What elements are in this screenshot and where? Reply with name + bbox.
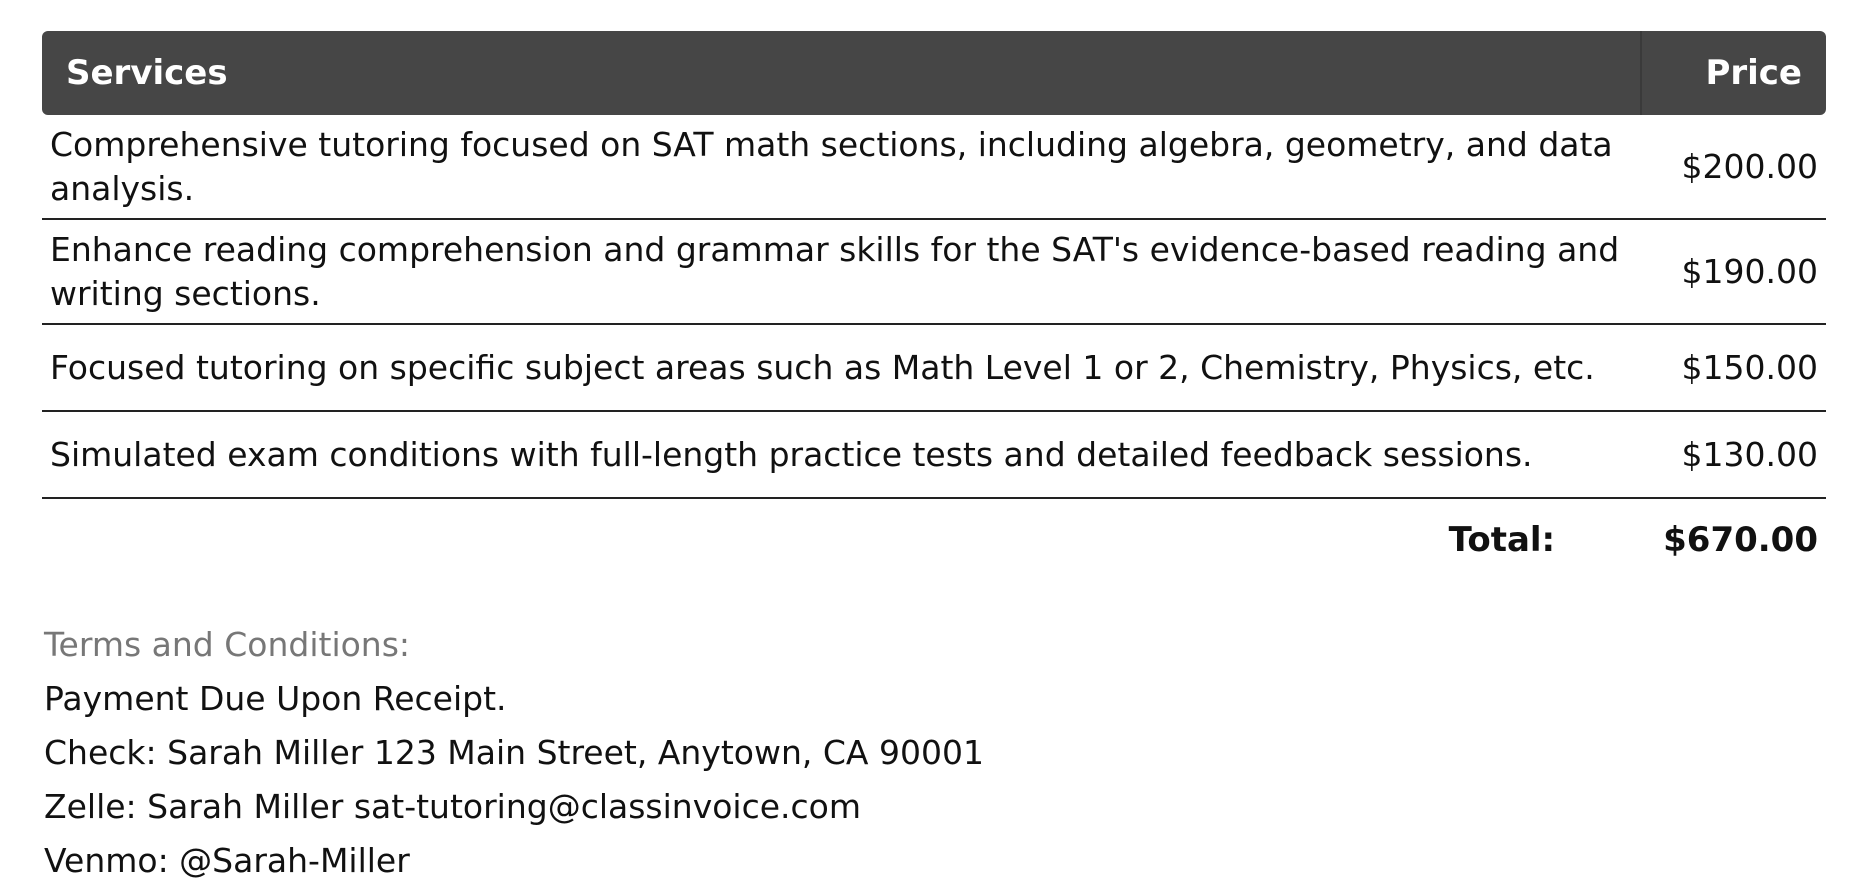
service-price: $200.00 — [1681, 146, 1818, 186]
total-row — [42, 499, 1826, 581]
total-label: Total: — [1448, 520, 1556, 560]
services-column-header: Services — [42, 31, 1642, 115]
terms-line-zelle: Zelle: Sarah Miller sat-tutoring@classinvoice.com — [44, 787, 862, 826]
terms-line-venmo: Venmo: @Sarah-Miller — [44, 841, 410, 880]
terms-line-payment: Payment Due Upon Receipt. — [44, 679, 507, 718]
terms-line-check: Check: Sarah Miller 123 Main Street, Anytown, CA 90001 — [44, 733, 984, 772]
services-table — [42, 31, 1826, 581]
service-description: Enhance reading comprehension and grammar skills for the SAT's evidence-based reading and writing sections. — [50, 229, 1620, 313]
terms-section — [44, 618, 984, 888]
terms-heading: Terms and Conditions: — [44, 625, 411, 664]
service-price: $150.00 — [1681, 347, 1818, 387]
service-price: $190.00 — [1681, 251, 1818, 291]
service-price: $130.00 — [1681, 434, 1818, 474]
table-row — [42, 412, 1826, 499]
table-header — [42, 31, 1826, 115]
service-description: Comprehensive tutoring focused on SAT math sections, including algebra, geometry, and data analysis. — [50, 124, 1613, 208]
table-row — [42, 220, 1826, 325]
service-description: Simulated exam conditions with full-length practice tests and detailed feedback sessions. — [50, 434, 1533, 474]
table-row — [42, 325, 1826, 412]
total-value: $670.00 — [1663, 520, 1818, 560]
price-column-header: Price — [1705, 53, 1802, 93]
service-description: Focused tutoring on specific subject areas such as Math Level 1 or 2, Chemistry, Physics, etc. — [50, 347, 1595, 387]
table-row — [42, 115, 1826, 220]
